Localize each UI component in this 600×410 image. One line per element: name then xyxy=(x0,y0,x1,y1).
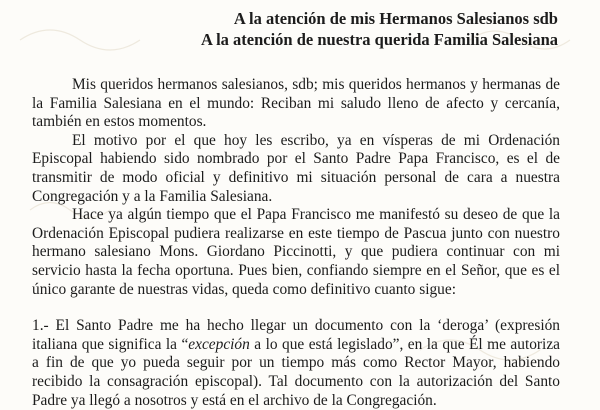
item-1-emphasis: excepción xyxy=(188,335,250,353)
letter-page xyxy=(32,8,560,410)
paragraph-background: Hace ya algún tiempo que el Papa Francisco me manifestó su deseo de que la Ordenación Episcopal pudiera realizarse en este tiempo de Pascua junto con nuestro hermano salesiano Mons. Giordano Piccinotti, y que pudiera continuar con mi servicio hasta la fecha oportuna. Pues bien, confiando siempre en el Señor, que es el único garante de nuestras vidas, queda como definitivo cuanto sigue: xyxy=(32,206,560,298)
paragraph-greeting: Mis queridos hermanos salesianos, sdb; mis queridos hermanos y hermanas de la Familia Salesiana en el mundo: Reciban mi saludo lleno de afecto y cercanía, también en estos momentos. xyxy=(32,76,560,131)
letter-header xyxy=(32,8,560,50)
header-line-1: A la atención de mis Hermanos Salesianos sdb xyxy=(233,9,558,28)
header-line-2: A la atención de nuestra querida Familia Salesiana xyxy=(200,30,558,49)
numbered-item-1 xyxy=(32,317,560,410)
item-1-text-start: 1.- El Santo Padre me ha hecho llegar un documento con la ‘deroga’ (expresión italiana que significa la “ xyxy=(32,317,560,353)
paragraph-motive: El motivo por el que hoy les escribo, ya en vísperas de mi Ordenación Episcopal habiendo sido nombrado por el Santo Padre Papa Francisco, es el de transmitir de modo oficial y definitivo mi situación personal de cara a nuestra Congregación y a la Familia Salesiana. xyxy=(32,131,560,205)
item-1-text-end: a lo que está legislado”, en la que Él me autoriza a fin de que yo pueda seguir por un tiempo más como Rector Mayor, habiendo recibido la consagración episcopal). Tal documento con la autorización del Santo Padre ya llegó a nosotros y está en el archivo de la Congregación. xyxy=(32,335,560,409)
